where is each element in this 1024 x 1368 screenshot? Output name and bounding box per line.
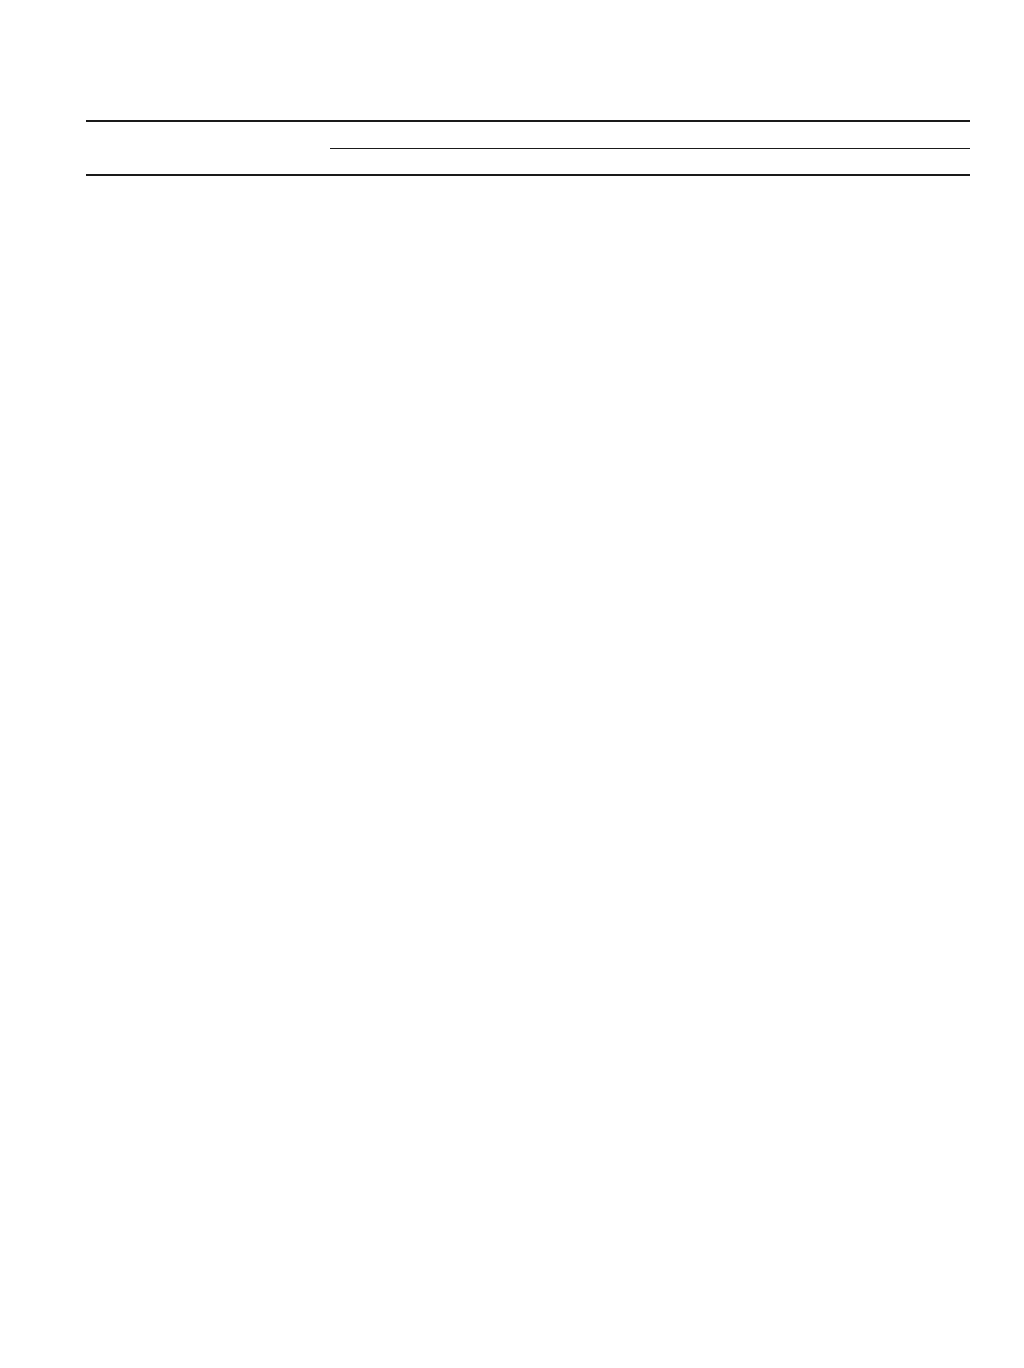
- table-top-rule: [86, 120, 970, 122]
- unit-rule: [330, 148, 970, 149]
- table-header-bottom-rule: [86, 174, 970, 176]
